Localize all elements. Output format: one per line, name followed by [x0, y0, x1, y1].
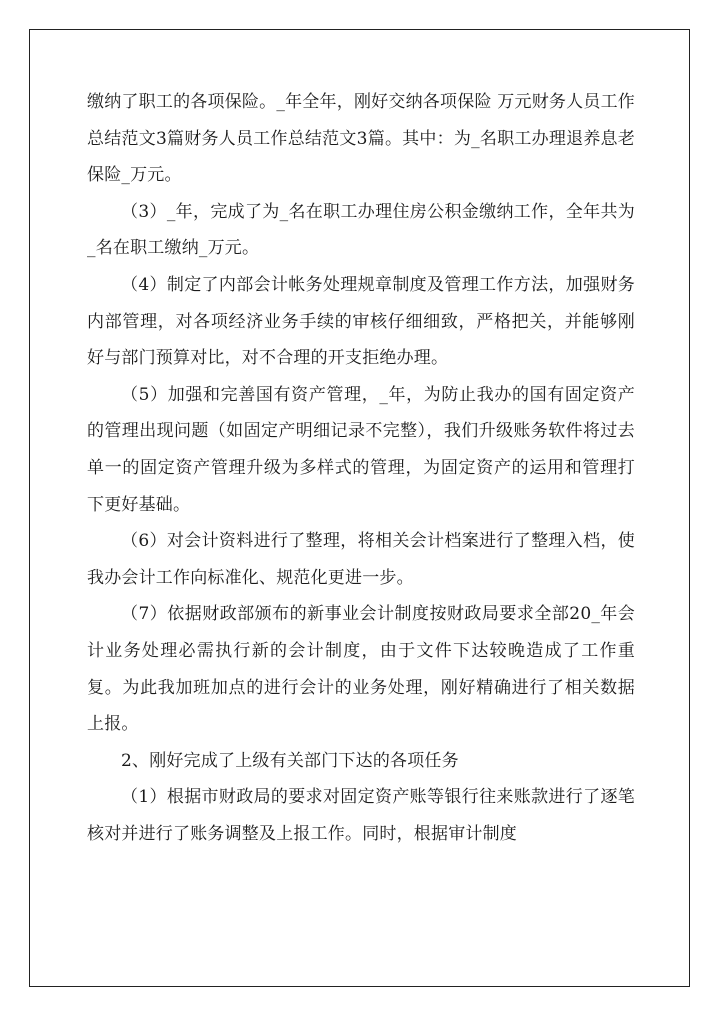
document-body	[87, 84, 635, 852]
paragraph: （5）加强和完善国有资产管理，_年，为防止我办的国有固定资产的管理出现问题（如固定产明细记录不完整），我们升级账务软件将过去单一的固定资产管理升级为多样式的管理，为固定资产的运用和管理打下更好基础。	[87, 384, 635, 515]
section-heading: 2、刚好完成了上级有关部门下达的各项任务	[121, 750, 459, 771]
paragraph: （6）对会计资料进行了整理，将相关会计档案进行了整理入档，使我办会计工作向标准化、规范化更进一步。	[87, 531, 635, 588]
paragraph: （1）根据市财政局的要求对固定资产账等银行往来账款进行了逐笔核对并进行了账务调整及上报工作。同时，根据审计制度	[87, 787, 635, 844]
paragraph: （7）依据财政部颁布的新事业会计制度按财政局要求全部20_年会计业务处理必需执行新的会计制度，由于文件下达较晚造成了工作重复。为此我加班加点的进行会计的业务处理，刚好精确进行了相关数据上报。	[87, 604, 635, 735]
paragraph: 缴纳了职工的各项保险。_年全年，刚好交纳各项保险 万元财务人员工作总结范文3篇财务人员工作总结范文3篇。其中：为_名职工办理退养息老保险_万元。	[87, 92, 635, 186]
paragraph: （4）制定了内部会计帐务处理规章制度及管理工作方法，加强财务内部管理，对各项经济业务手续的审核仔细细致，严格把关，并能够刚好与部门预算对比，对不合理的开支拒绝办理。	[87, 274, 635, 369]
paragraph: （3）_年，完成了为_名在职工办理住房公积金缴纳工作，全年共为_名在职工缴纳_万元。	[87, 201, 635, 259]
